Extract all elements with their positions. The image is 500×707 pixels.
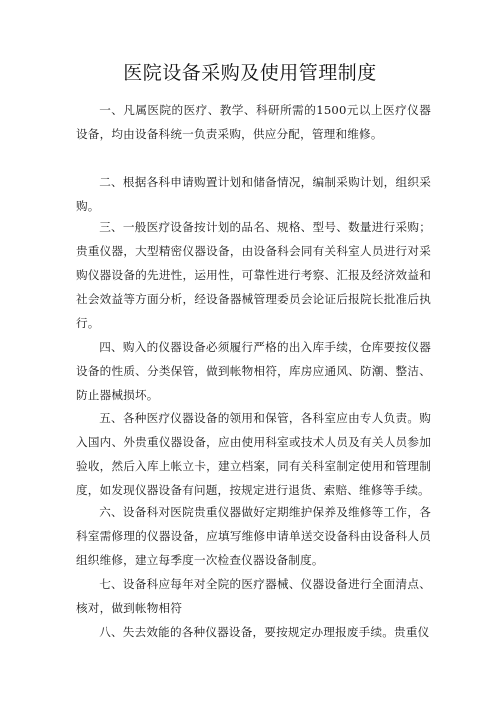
paragraph-5: 五、各种医疗仪器设备的领用和保管，各科室应由专人负责。购入国内、外贵重仪器设备，应由使用科室或技术人员及有关人员参加验收，然后入库上帐立卡，建立档案，同有关科室制定使用和管理制度，如发现仪器设备有问题，按规定进行退货、索赔、维修等手续。	[76, 411, 431, 497]
paragraph-2: 二、根据各科申请购置计划和储备情况，编制采购计划，组织采购。	[76, 175, 431, 213]
paragraph-8: 八、失去效能的各种仪器设备，要按规定办理报废手续。贵重仪	[99, 625, 430, 639]
paragraph-4: 四、购入的仪器设备必须履行严格的出入库手续，仓库要按仪器设备的性质、分类保管，做到帐物相符，库房应通风、防潮、整洁、防止器械损坏。	[76, 340, 431, 402]
paragraph-7: 七、设备科应每年对全院的医疗器械、仪器设备进行全面清点、核对，做到帐物相符	[76, 577, 431, 615]
paragraph-3: 三、一般医疗设备按计划的品名、规格、型号、数量进行采购；贵重仪器，大型精密仪器设备，由设备科会同有关科室人员进行对采购仪器设备的先进性，运用性，可靠性进行考察、汇报及经济效益和社会效益等方面分析，经设备器械管理委员会论证后报院长批准后执行。	[76, 220, 431, 330]
paragraph-1: 一、凡属医院的医疗、教学、科研所需的1500元以上医疗仪器设备，均由设备科统一负责采购，供应分配，管理和维修。	[76, 103, 431, 141]
document-title: 医院设备采购及使用管理制度	[123, 62, 377, 84]
paragraph-6: 六、设备科对医院贵重仪器做好定期维护保养及维修等工作，各科室需修理的仪器设备，应填写维修申请单送交设备科由设备科人员组织维修，建立每季度一次检查仪器设备制度。	[76, 505, 431, 567]
